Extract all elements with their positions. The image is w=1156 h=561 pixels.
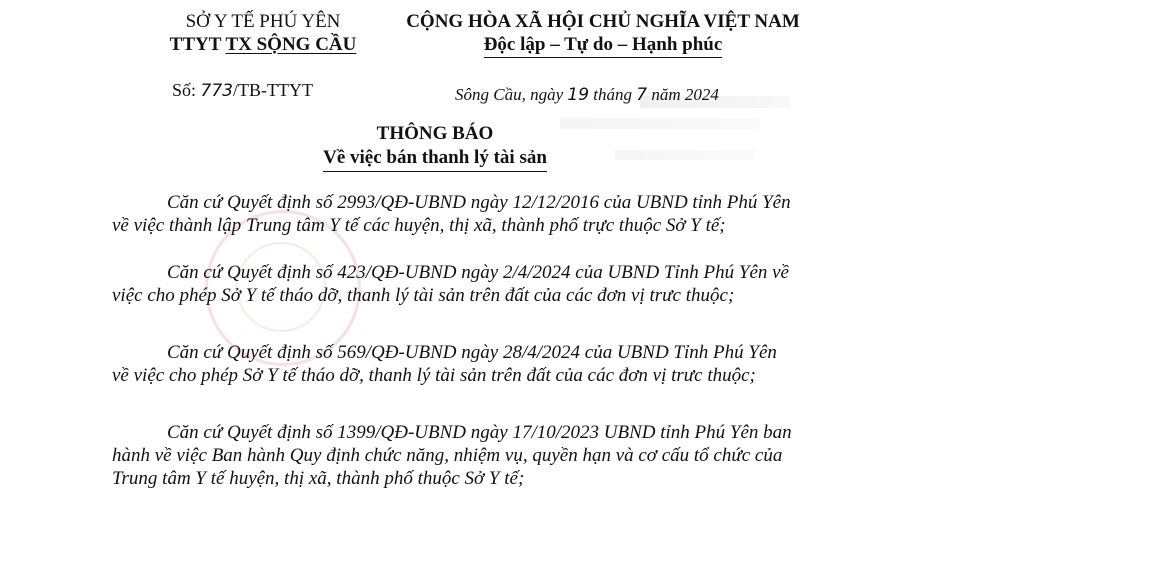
issuing-agency <box>148 10 378 56</box>
date-month-label: tháng <box>593 85 633 104</box>
agency-name <box>148 33 378 56</box>
date-year: năm 2024 <box>651 85 719 104</box>
doc-number-suffix: /TB-TTYT <box>232 80 313 100</box>
date-prefix: Sông Cầu, ngày <box>455 85 564 104</box>
date-month: 7 <box>636 85 648 105</box>
agency-name-underlined: TX SỘNG CẦU <box>225 34 357 55</box>
country-name: CỘNG HÒA XÃ HỘI CHỦ NGHĨA VIỆT NAM <box>406 11 800 32</box>
legal-basis-paragraph: Căn cứ Quyết định số 423/QĐ-UBND ngày 2/4/2024 của UBND Tỉnh Phú Yên về việc cho phép Sở Y tế tháo dỡ, thanh lý tài sản trên đất của các đơn vị trưc thuộc; <box>112 262 789 306</box>
document-subject: Về việc bán thanh lý tài sản <box>323 146 547 172</box>
date-day: 19 <box>567 85 590 105</box>
national-heading <box>378 10 828 58</box>
doc-number-handwritten: 773 <box>200 81 233 101</box>
legal-basis-paragraph: Căn cứ Quyết định số 2993/QĐ-UBND ngày 12/12/2016 của UBND tỉnh Phú Yên về việc thành lập Trung tâm Y tế các huyện, thị xã, thành phố trực thuộc Sở Y tế; <box>112 192 791 236</box>
legal-basis-paragraph: Căn cứ Quyết định số 569/QĐ-UBND ngày 28/4/2024 của UBND Tỉnh Phú Yên về việc cho phép Sở Y tế tháo dỡ, thanh lý tài sản trên đất của các đơn vị trưc thuộc; <box>112 342 777 386</box>
document-title-block <box>300 122 570 172</box>
national-motto: Độc lập – Tự do – Hạnh phúc <box>484 33 723 58</box>
document-date <box>455 85 719 105</box>
legal-basis-paragraph: Căn cứ Quyết định số 1399/QĐ-UBND ngày 17/10/2023 UBND tỉnh Phú Yên ban hành về việc Ban hành Quy định chức năng, nhiệm vụ, quyền hạn và cơ cấu tổ chức của Trung tâm Y tế huyện, thị xã, thành phố thuộc Sở Y tế; <box>112 422 792 489</box>
bleed-through-text <box>560 118 760 129</box>
doc-number-label: Số: <box>172 80 197 100</box>
document-title: THÔNG BÁO <box>376 123 494 144</box>
document-number <box>172 80 313 101</box>
agency-parent: SỞ Y TẾ PHÚ YÊN <box>185 11 341 32</box>
agency-name-prefix: TTYT <box>169 34 226 55</box>
bleed-through-text <box>615 150 755 160</box>
